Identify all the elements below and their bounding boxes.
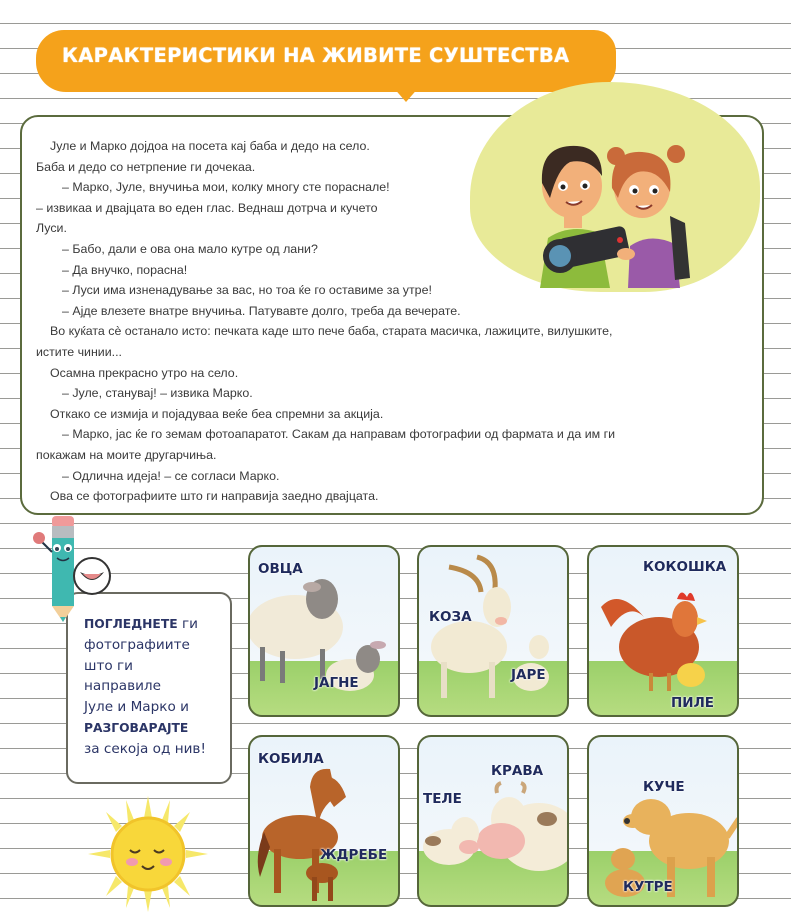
- story-line: – Марко, Јуле, внучиња мои, колку многу сте пораснале!: [62, 180, 390, 195]
- animal-card-sheep: [248, 545, 400, 717]
- story-line: Баба и дедо со нетрпение ги дочекаа.: [36, 159, 256, 174]
- label-young: ЖДРЕБЕ: [320, 847, 388, 863]
- goat-kid-illustration: [419, 547, 569, 717]
- story-line: Откако се измија и појадуваа веќе беа спремни за акција.: [50, 406, 384, 421]
- animal-card-hen: [587, 545, 739, 717]
- instruction-verb-discuss: РАЗГОВАРАЈТЕ: [84, 720, 189, 735]
- story-line: – Луси има изненадување за вас, но тоа ќе го оставиме за утре!: [62, 283, 432, 298]
- story-line: Јуле и Марко дојдоа на посета кај баба и дедо на село.: [50, 139, 370, 153]
- label-adult: КУЧЕ: [643, 779, 685, 795]
- instruction-line: за секоја од нив!: [84, 740, 206, 757]
- label-young: ТЕЛЕ: [423, 791, 462, 807]
- instruction-verb-look: ПОГЛЕДНЕТЕ: [84, 617, 178, 631]
- pencil-mascot-icon: [30, 514, 120, 624]
- animal-card-dog: [587, 735, 739, 907]
- story-text: [36, 136, 756, 507]
- label-adult: ОВЦА: [258, 561, 303, 577]
- title-banner-tail: [392, 86, 420, 102]
- story-line: – Одлична идеја! – се согласи Марко.: [62, 468, 280, 483]
- instruction-line: направиле: [84, 678, 161, 695]
- story-line: – Ајде влезете внатре внучиња. Патувавте долго, треба да вечерате.: [62, 303, 461, 318]
- story-line: Во куќата сè останало исто: печката каде што пече баба, старата масичка, лажиците, вилушките,: [50, 324, 613, 339]
- animal-card-goat: [417, 545, 569, 717]
- story-line: – Јуле, станувај! – извика Марко.: [62, 386, 253, 401]
- animal-card-horse: [248, 735, 400, 907]
- animal-card-cow: [417, 735, 569, 907]
- label-adult: КОЗА: [429, 609, 472, 625]
- label-young: КУТРЕ: [623, 879, 673, 895]
- story-line: Луси.: [36, 221, 67, 236]
- story-line: Ова се фотографиите што ги направија заедно двајцата.: [50, 489, 379, 504]
- page-title: КАРАКТЕРИСТИКИ НА ЖИВИТЕ СУШТЕСТВА: [62, 44, 570, 67]
- instruction-line: ги: [177, 616, 198, 632]
- story-line: – извикаа и двајцата во еден глас. Веднаш дотрча и кучето: [36, 200, 378, 215]
- instruction-line: фотографиите: [84, 636, 190, 653]
- story-line: Осамна прекрасно утро на село.: [50, 365, 239, 380]
- story-line: – Бабо, дали е ова она мало кутре од лани?: [62, 241, 318, 256]
- label-young: ЈАГНЕ: [314, 675, 359, 691]
- story-line: – Марко, јас ќе го земам фотоапаратот. Сакам да направам фотографии од фармата и да им ги: [62, 427, 616, 442]
- label-young: ПИЛЕ: [671, 695, 715, 711]
- story-line: покажам на моите другарчиња.: [36, 447, 217, 462]
- story-line: истите чинии...: [36, 344, 122, 359]
- label-adult: КОБИЛА: [258, 751, 324, 767]
- label-young: ЈАРЕ: [511, 667, 546, 683]
- instruction-line: Јуле и Марко и: [84, 699, 189, 716]
- instruction-line: што ги: [84, 657, 133, 674]
- label-adult: КРАВА: [491, 763, 544, 779]
- story-line: – Да внучко, порасна!: [62, 262, 188, 277]
- sun-icon: [88, 796, 208, 912]
- instruction-text: [84, 614, 234, 760]
- label-adult: КОКОШКА: [643, 559, 727, 575]
